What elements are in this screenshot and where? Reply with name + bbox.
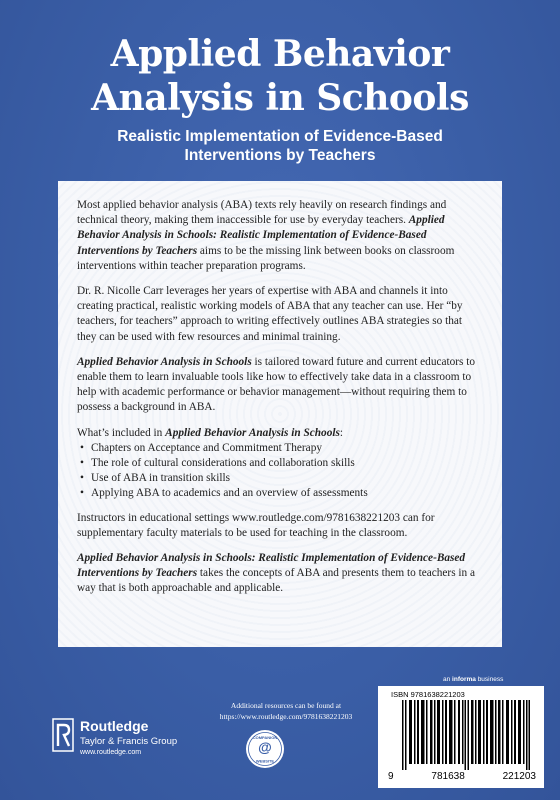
paragraph-3-book-title: Applied Behavior Analysis in Schools bbox=[77, 355, 252, 368]
resources-line-1: Additional resources can be found at bbox=[230, 701, 342, 710]
informa-text-b: informa bbox=[452, 676, 476, 683]
paragraph-1-book-title: Applied Behavior Analysis in Schools: Realistic Implementation of Evidence-Based Interventions by Teachers bbox=[77, 214, 445, 257]
resources-url[interactable]: https://www.routledge.com/9781638221203 bbox=[219, 712, 353, 721]
publisher-name: Routledge bbox=[80, 718, 149, 734]
paragraph-2: Dr. R. Nicolle Carr leverages her years of expertise with ABA and channels it into creating practical, realistic working models of ABA that any teacher can use. Her “by teachers, for teachers” approach to writing effectively outlines ABA strategies so that they can be used with few resources and minimal training. bbox=[77, 285, 463, 343]
paragraph-4-book-title: Applied Behavior Analysis in Schools bbox=[165, 426, 340, 439]
book-title bbox=[0, 32, 560, 120]
paragraph-1-text-b: aims to be the missing link between books on classroom interventions within teacher preparation programs. bbox=[77, 244, 455, 272]
additional-resources bbox=[196, 700, 376, 722]
paragraph-4-text-a: What’s included in bbox=[77, 426, 166, 439]
title-line-1: Applied Behavior bbox=[110, 33, 450, 75]
barcode-digits bbox=[388, 771, 536, 782]
routledge-r-icon bbox=[52, 718, 76, 754]
paragraph-6-text: takes the concepts of ABA and presents them to teachers in a way that is both approachable and applicable. bbox=[77, 567, 476, 595]
list-item: • Chapters on Acceptance and Commitment Therapy bbox=[91, 441, 484, 456]
description-panel bbox=[58, 181, 502, 647]
companion-website-icon bbox=[245, 729, 285, 769]
isbn-label: ISBN 9781638221203 bbox=[391, 690, 465, 699]
paragraph-6 bbox=[77, 551, 484, 597]
publisher-url[interactable]: www.routledge.com bbox=[80, 749, 142, 756]
svg-text:@: @ bbox=[258, 739, 272, 755]
list-item: • Applying ABA to academics and an overview of assessments bbox=[91, 486, 484, 501]
subtitle-line-2: Interventions by Teachers bbox=[184, 147, 376, 164]
barcode-digit-group: 221203 bbox=[502, 771, 536, 782]
list-item: • The role of cultural considerations and collaboration skills bbox=[91, 456, 484, 471]
title-line-2: Analysis in Schools bbox=[91, 77, 469, 119]
paragraph-5: Instructors in educational settings www.routledge.com/9781638221203 can for supplementary faculty materials to be used for teaching in the classroom. bbox=[77, 511, 435, 539]
paragraph-6-book-title: Applied Behavior Analysis in Schools: Realistic Implementation of Evidence-Based Interventions by Teachers bbox=[77, 552, 466, 580]
informa-text-a: an bbox=[443, 676, 453, 683]
barcode-digit-group: 781638 bbox=[431, 771, 465, 782]
informa-tagline bbox=[443, 676, 503, 683]
companion-line-1: COMPANION bbox=[252, 735, 278, 740]
paragraph-1 bbox=[77, 198, 484, 274]
paragraph-4 bbox=[77, 426, 484, 441]
subtitle-line-1: Realistic Implementation of Evidence-Based bbox=[117, 128, 443, 145]
barcode-digit-group: 9 bbox=[388, 771, 394, 782]
paragraph-3-text: is tailored toward future and current educators to enable them to learn invaluable tools like how to effectively take data in a classroom to help with academic performance or behavior management—without requiring them to possess a background in ABA. bbox=[77, 355, 476, 414]
paragraph-4-text-b: : bbox=[339, 426, 344, 439]
paragraph-3 bbox=[77, 355, 484, 416]
paragraph-1-text-a: Most applied behavior analysis (ABA) texts rely heavily on research findings and technical theory, making them inaccessible for use by everyday teachers. bbox=[77, 199, 447, 227]
list-item: • Use of ABA in transition skills bbox=[91, 471, 484, 486]
book-subtitle bbox=[0, 127, 560, 165]
publisher-group: Taylor & Francis Group bbox=[80, 736, 178, 747]
informa-text-c: business bbox=[475, 676, 504, 683]
companion-line-2: WEBSITE bbox=[255, 758, 275, 764]
included-list bbox=[77, 441, 484, 502]
barcode-icon bbox=[402, 700, 530, 770]
